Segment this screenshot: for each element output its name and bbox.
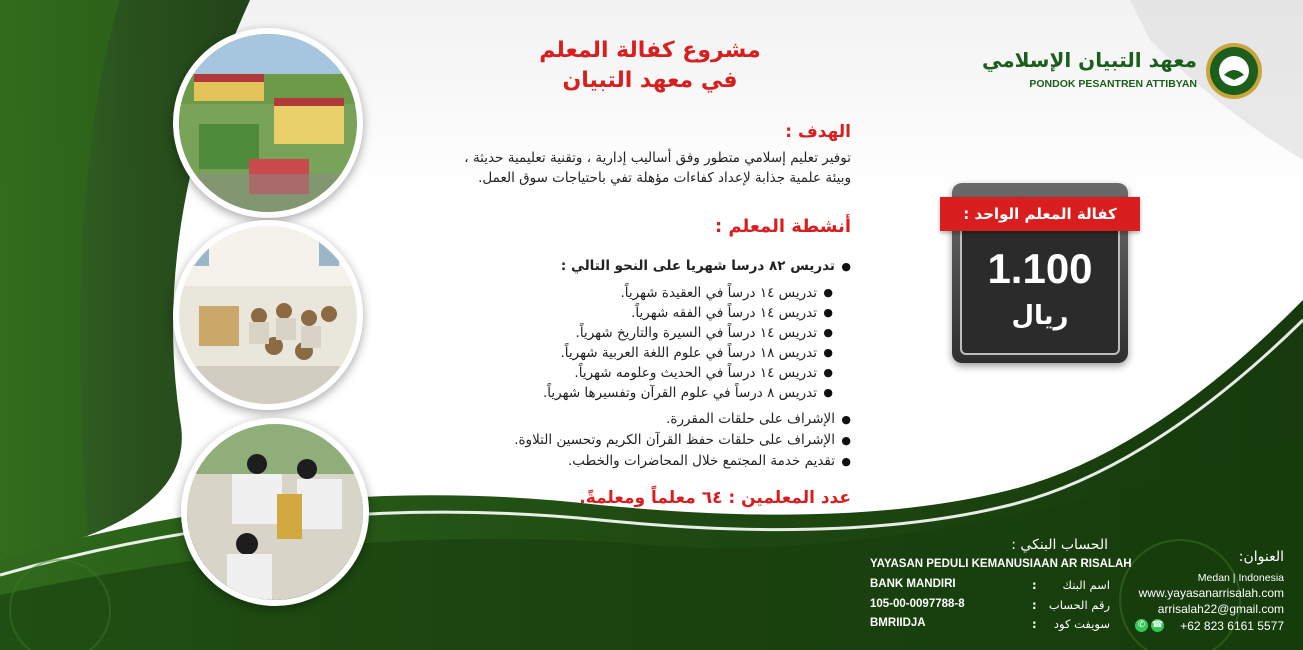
- project-subtitle: في معهد التبيان: [562, 68, 738, 93]
- goal-heading: الهدف :: [785, 122, 851, 142]
- bank-heading: الحساب البنكي :: [1011, 537, 1108, 553]
- bank-row-label: سويفت كود: [1053, 617, 1110, 631]
- bank-row-label: رقم الحساب: [1048, 598, 1110, 612]
- activities-list: [331, 256, 851, 472]
- bank-row-colon: :: [1032, 617, 1037, 631]
- bank-account-name: YAYASAN PEDULI KEMANUSIAAN AR RISALAH: [870, 558, 1132, 570]
- goal-line-2: وبيئة علمية جذابة لإعداد كفاءات مؤهلة تفي باحتياجات سوق العمل.: [478, 170, 851, 186]
- bank-row-colon: :: [1032, 578, 1037, 592]
- price-label: كفالة المعلم الواحد :: [940, 197, 1140, 231]
- campus-photo: [173, 28, 363, 218]
- list-item: ● الإشراف على حلقات المقررة.: [331, 409, 851, 430]
- phone-icon: ☎: [1151, 620, 1164, 630]
- list-item-main: ● تدريس ٨٢ درسا شهريا على النحو التالي :: [331, 256, 851, 277]
- goal-text: [331, 148, 851, 188]
- list-item-sub: ● تدريس ١٤ درساً في العقيدة شهرياً.: [331, 283, 833, 303]
- bank-row-value: BMRIIDJA: [870, 617, 926, 629]
- whatsapp-icon: ✆: [1135, 619, 1148, 632]
- logo-english-name: PONDOK PESANTREN ATTIBYAN: [1029, 78, 1197, 90]
- bank-row-value: BANK MANDIRI: [870, 578, 956, 590]
- address-email: arrisalah22@gmail.com: [1157, 602, 1284, 616]
- logo-arabic-name: معهد التبيان الإسلامي: [981, 48, 1197, 72]
- list-item-sub: ● تدريس ٨ درساً في علوم القرآن وتفسيرها شهرياً.: [331, 383, 833, 403]
- seal-icon: [1205, 42, 1263, 100]
- goal-line-1: توفير تعليم إسلامي متطور وفق أساليب إدارية ، وتقنية تعليمية حديثة ،: [464, 150, 851, 166]
- price-currency: ريال: [1011, 301, 1069, 331]
- bank-row: [870, 617, 1110, 635]
- address-website: www.yayasanarrisalah.com: [1138, 586, 1284, 600]
- bank-row-label: اسم البنك: [1062, 578, 1110, 592]
- bank-row-colon: :: [1032, 598, 1037, 612]
- address-city: Medan | Indonesia: [1197, 572, 1284, 584]
- list-item: ● تقديم خدمة المجتمع خلال المحاضرات والخطب.: [331, 451, 851, 472]
- bank-row-value: 105-00-0097788-8: [870, 598, 965, 610]
- list-item-sub: ● تدريس ١٤ درساً في السيرة والتاريخ شهرياً.: [331, 323, 833, 343]
- address-phone: +62 823 6161 5577: [1180, 619, 1284, 633]
- address-heading: العنوان:: [1238, 549, 1284, 565]
- list-item-sub: ● تدريس ١٤ درساً في الفقه شهرياً.: [331, 303, 833, 323]
- price-amount: 1.100: [987, 245, 1093, 292]
- bank-row: [870, 578, 1110, 596]
- project-title: مشروع كفالة المعلم: [539, 38, 761, 63]
- bank-row: [870, 598, 1110, 616]
- teachers-count: عدد المعلمين : ٦٤ معلماً ومعلمةً.: [579, 488, 851, 508]
- activities-heading: أنشطة المعلم :: [714, 216, 851, 237]
- list-item-sub: ● تدريس ١٤ درساً في الحديث وعلومه شهرياً.: [331, 363, 833, 383]
- list-item-sub: ● تدريس ١٨ درساً في علوم اللغة العربية شهرياً.: [331, 343, 833, 363]
- institute-logo: [983, 42, 1263, 102]
- list-item: ● الإشراف على حلقات حفظ القرآن الكريم وتحسين التلاوة.: [331, 430, 851, 451]
- price-card: [952, 183, 1128, 363]
